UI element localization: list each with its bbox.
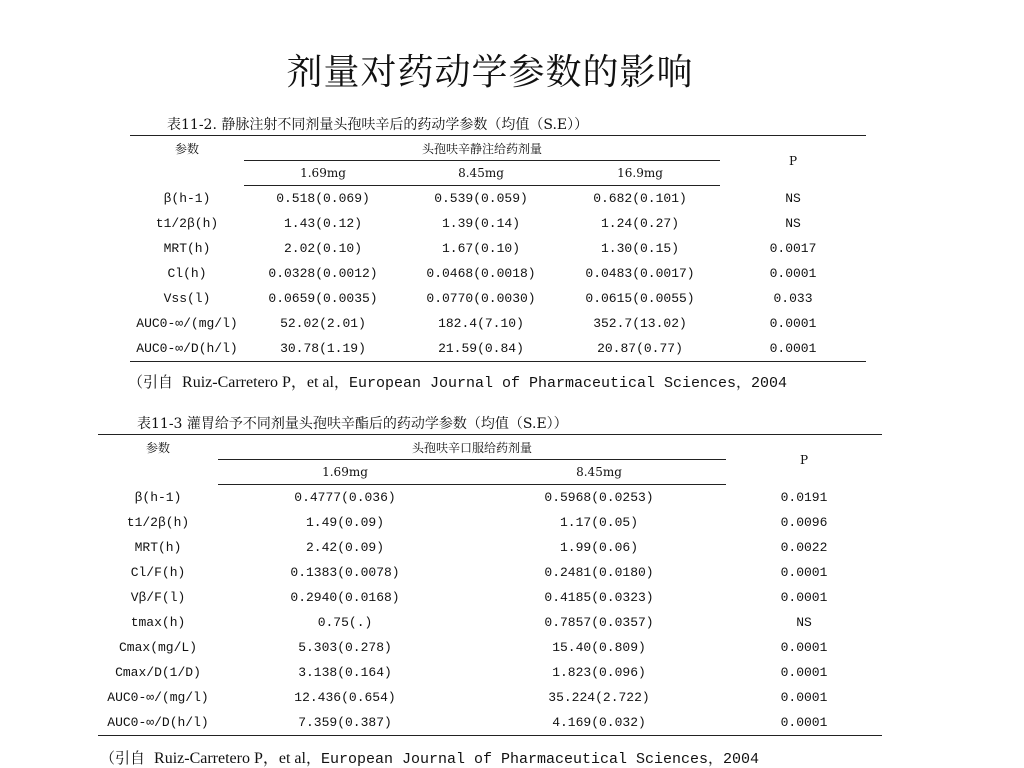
cell-p-value: 0.0022: [780, 540, 828, 555]
cell-value: 0.75(.): [317, 615, 373, 630]
table-row: [130, 311, 866, 336]
cell-value: 0.5968(0.0253): [544, 490, 654, 505]
cell-p-value: 0.0001: [780, 590, 828, 605]
table2-citation: [100, 745, 759, 768]
cell-param: AUC0-∞/D(h/l): [130, 336, 244, 362]
cell-value: 20.87(0.77): [560, 336, 720, 362]
cell-value: 182.4(7.10): [438, 316, 524, 331]
table1-p-header: P: [720, 136, 866, 186]
cell-param: Cl/F(h): [130, 565, 186, 580]
table2-param-header: 参数: [98, 435, 218, 485]
cell-value: 4.169(0.032): [472, 710, 726, 736]
cell-p-value: 0.0096: [780, 515, 828, 530]
table-row: [98, 560, 882, 585]
cell-value: 0.539(0.059): [434, 191, 528, 206]
cell-value: 21.59(0.84): [402, 336, 560, 362]
table-row: [98, 610, 882, 635]
table2-dose-header: 1.69mg: [218, 460, 472, 485]
cell-param: t1/2β(h): [155, 216, 219, 231]
table1-caption: 表11-2. 静脉注射不同剂量头孢呋辛后的药动学参数（均值（S.E））: [167, 117, 589, 133]
cell-value: 7.359(0.387): [218, 710, 472, 736]
table-row: [98, 535, 882, 560]
cell-p-value: NS: [785, 190, 801, 206]
cell-value: 0.0770(0.0030): [426, 291, 536, 306]
table2-group-header: 头孢呋辛口服给药剂量: [218, 435, 726, 460]
table1-citation-author: Ruiz-Carretero P，et al: [182, 374, 334, 391]
cell-p-value: 0.0001: [769, 266, 817, 281]
cell-p-value: 0.0001: [780, 690, 828, 705]
table-row: [98, 510, 882, 535]
table2-citation-author: Ruiz-Carretero P，et al: [154, 750, 306, 767]
cell-value: 30.78(1.19): [244, 336, 402, 362]
cell-value: 1.43(0.12): [283, 216, 362, 231]
cell-value: 1.24(0.27): [600, 216, 679, 231]
table2-citation-prefix: （引自: [100, 751, 155, 768]
table1-dose-header: 16.9mg: [560, 161, 720, 186]
cell-value: 1.49(0.09): [305, 515, 384, 530]
cell-param: β(h-1): [163, 190, 211, 206]
table1-group-header: 头孢呋辛静注给药剂量: [244, 136, 720, 161]
table-row: [98, 660, 882, 685]
cell-value: 1.67(0.10): [441, 241, 520, 256]
cell-p-value: NS: [785, 216, 801, 231]
page-title: 剂量对药动学参数的影响: [286, 52, 694, 93]
cell-p-value: 0.0001: [780, 640, 828, 655]
cell-value: 2.42(0.09): [305, 540, 384, 555]
cell-value: 1.30(0.15): [600, 241, 679, 256]
cell-value: 5.303(0.278): [298, 640, 392, 655]
table-row: [98, 585, 882, 610]
cell-param: AUC0-∞/(mg/l): [107, 690, 209, 705]
table-row: [130, 186, 866, 212]
table-row: [130, 236, 866, 261]
cell-value: 0.4777(0.036): [294, 490, 396, 505]
table-row: [130, 211, 866, 236]
table-row: [130, 336, 866, 362]
table1-dose-header: 1.69mg: [244, 161, 402, 186]
cell-param: Vβ/F(l): [130, 590, 186, 605]
cell-p-value: 0.0001: [720, 336, 866, 362]
cell-p-value: 0.033: [773, 291, 813, 306]
table2-body: [98, 485, 882, 736]
cell-value: 15.40(0.809): [552, 640, 646, 655]
cell-value: 3.138(0.164): [298, 665, 392, 680]
cell-p-value: 0.0191: [780, 489, 828, 505]
cell-value: 0.0659(0.0035): [268, 291, 378, 306]
cell-param: Cl(h): [167, 266, 207, 281]
cell-p-value: 0.0001: [780, 565, 828, 580]
cell-param: AUC0-∞/(mg/l): [136, 316, 238, 331]
table1-citation: [128, 369, 787, 392]
cell-value: 1.39(0.14): [441, 216, 520, 231]
cell-param: t1/2β(h): [126, 515, 190, 530]
cell-p-value: 0.0017: [769, 241, 817, 256]
table2-caption: 表11-3 灌胃给予不同剂量头孢呋辛酯后的药动学参数（均值（S.E））: [137, 416, 568, 432]
cell-p-value: 0.0001: [780, 665, 828, 680]
cell-value: 0.4185(0.0323): [544, 590, 654, 605]
cell-value: 35.224(2.722): [548, 690, 650, 705]
table1-param-header: 参数: [130, 136, 244, 186]
table2: [98, 434, 882, 736]
cell-value: 0.2481(0.0180): [544, 565, 654, 580]
table1: [130, 135, 866, 362]
cell-param: MRT(h): [134, 540, 182, 555]
cell-value: 1.99(0.06): [559, 540, 638, 555]
cell-value: 0.518(0.069): [276, 191, 370, 206]
table-row: [130, 261, 866, 286]
table1-citation-prefix: （引自: [128, 375, 183, 392]
table2-p-header: P: [726, 435, 882, 485]
table1-citation-rest: ，European Journal of Pharmaceutical Sciences，2004: [333, 375, 788, 392]
cell-value: 0.2940(0.0168): [290, 590, 400, 605]
cell-param: Cmax/D(1/D): [115, 665, 201, 680]
cell-value: 2.02(0.10): [283, 241, 362, 256]
cell-param: MRT(h): [163, 241, 211, 256]
cell-param: Vss(l): [163, 291, 211, 306]
cell-value: 0.0483(0.0017): [585, 266, 695, 281]
table-row: [98, 710, 882, 736]
table-row: [98, 685, 882, 710]
cell-value: 12.436(0.654): [294, 690, 396, 705]
cell-value: 0.682(0.101): [593, 191, 687, 206]
cell-value: 0.7857(0.0357): [544, 615, 654, 630]
cell-param: Cmax(mg/L): [118, 640, 197, 655]
cell-param: tmax(h): [130, 615, 186, 630]
cell-value: 1.17(0.05): [559, 515, 638, 530]
table2-dose-header: 8.45mg: [472, 460, 726, 485]
cell-p-value: NS: [796, 615, 812, 630]
table-row: [130, 286, 866, 311]
table1-dose-header: 8.45mg: [402, 161, 560, 186]
table-row: [98, 635, 882, 660]
cell-value: 1.823(0.096): [552, 665, 646, 680]
cell-p-value: 0.0001: [726, 710, 882, 736]
cell-value: 52.02(2.01): [280, 316, 366, 331]
cell-value: 0.0615(0.0055): [585, 291, 695, 306]
cell-value: 0.0328(0.0012): [268, 266, 378, 281]
cell-value: 0.1383(0.0078): [290, 565, 400, 580]
cell-param: AUC0-∞/D(h/l): [98, 710, 218, 736]
cell-value: 0.0468(0.0018): [426, 266, 536, 281]
cell-value: 352.7(13.02): [593, 316, 687, 331]
cell-param: β(h-1): [134, 489, 182, 505]
table1-body: [130, 186, 866, 362]
table-row: [98, 485, 882, 511]
table2-citation-rest: ，European Journal of Pharmaceutical Sciences，2004: [305, 751, 760, 768]
cell-p-value: 0.0001: [769, 316, 817, 331]
